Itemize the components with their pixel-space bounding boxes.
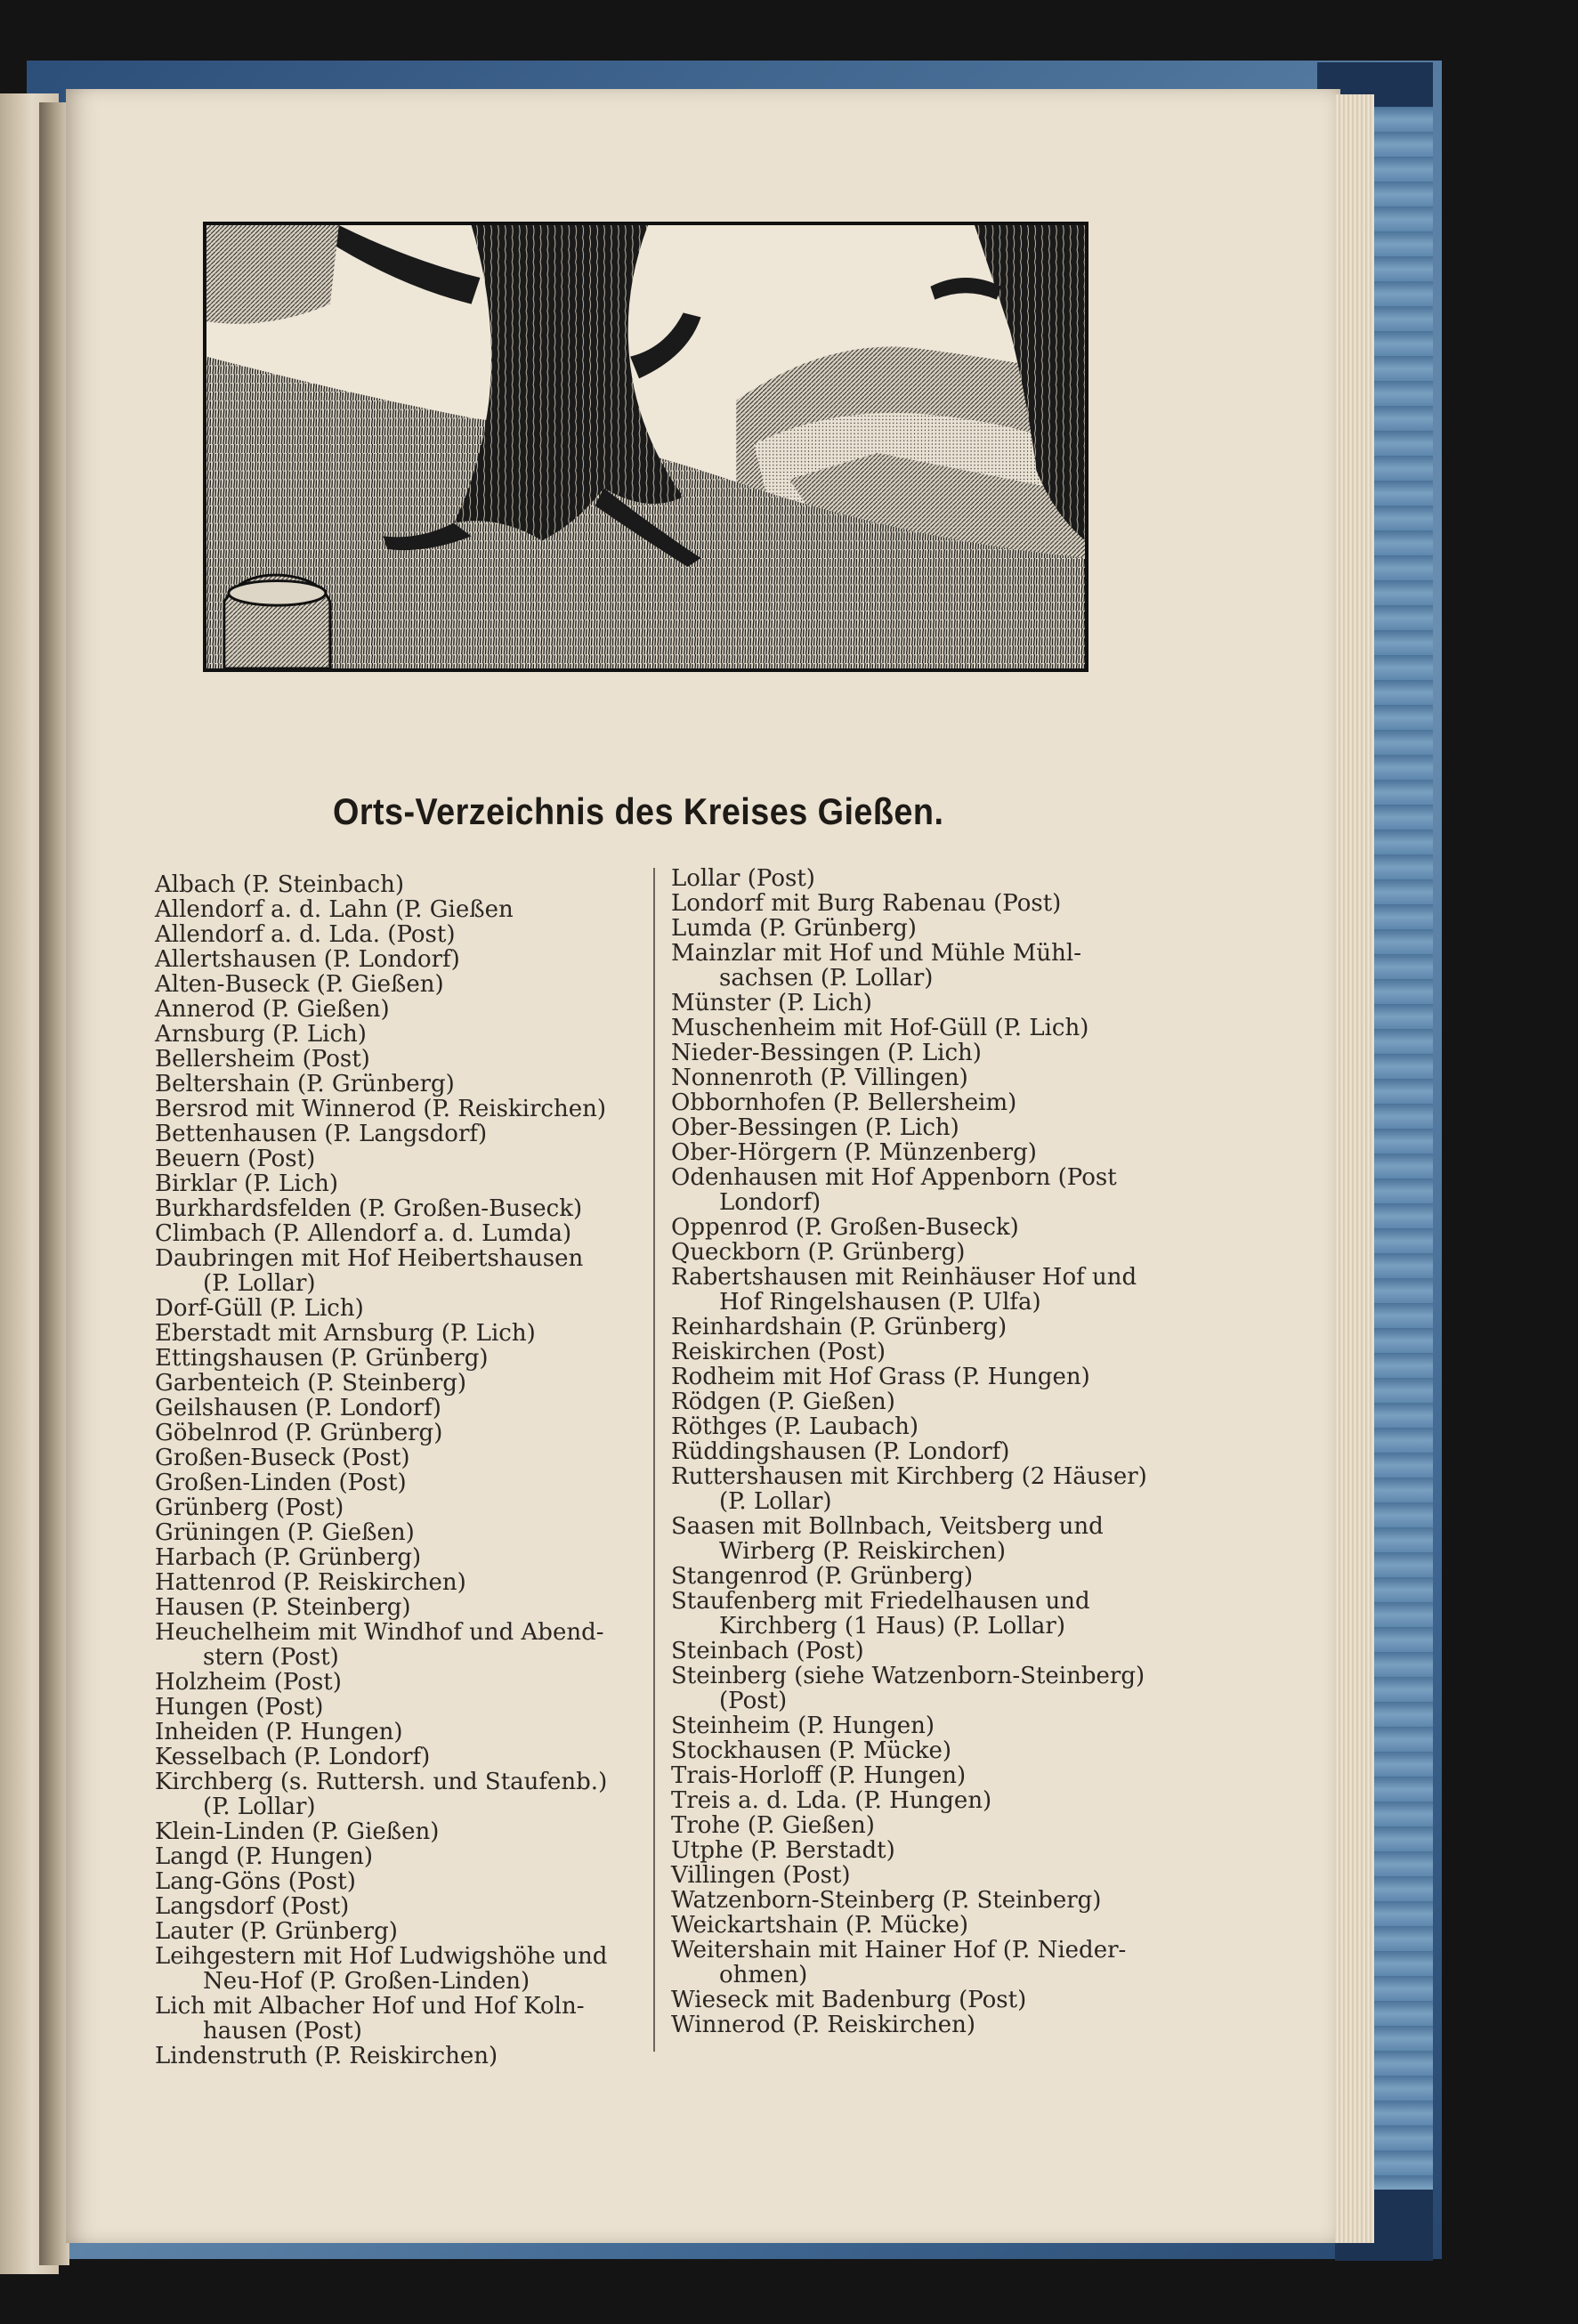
place-entry-line: Holzheim (Post) [155, 1669, 342, 1696]
place-entry-line: Mainzlar mit Hof und Mühle Mühl- [671, 940, 1081, 967]
place-entry-continuation: Londorf) [719, 1189, 821, 1216]
page-block-edge [1335, 94, 1374, 2243]
place-entry-line: Alten-Buseck (P. Gießen) [155, 971, 444, 998]
left-column [155, 872, 635, 2069]
place-entry [155, 897, 635, 922]
place-entry-line: Saasen mit Bollnbach, Veitsberg und [671, 1513, 1104, 1540]
place-entry [155, 1072, 635, 1097]
woodcut-illustration [203, 222, 1088, 672]
place-entry-line: Treis a. d. Lda. (P. Hungen) [671, 1787, 992, 1814]
place-entry-continuation: (P. Lollar) [203, 1794, 316, 1820]
place-entry [155, 1869, 635, 1894]
place-entry-line: Heuchelheim mit Windhof und Abend- [155, 1619, 604, 1646]
place-entry-line: Beuern (Post) [155, 1146, 316, 1172]
place-entry [671, 1165, 1169, 1215]
place-entry [671, 1788, 1169, 1813]
place-entry [155, 1097, 635, 1122]
place-entry-line: Garbenteich (P. Steinberg) [155, 1370, 467, 1397]
place-entry [671, 991, 1169, 1016]
place-entry-line: Lich mit Albacher Hof und Hof Koln- [155, 1993, 585, 2020]
place-entry-line: Beltershain (P. Grünberg) [155, 1071, 455, 1097]
place-entry [671, 1215, 1169, 1240]
place-entry [155, 997, 635, 1022]
place-entry-line: Burkhardsfelden (P. Großen-Buseck) [155, 1195, 583, 1222]
place-entry [671, 1364, 1169, 1389]
place-entry [155, 1371, 635, 1396]
place-entry [671, 1988, 1169, 2012]
place-entry [671, 1265, 1169, 1315]
place-entry [155, 1695, 635, 1720]
place-entry-continuation: (P. Lollar) [203, 1270, 316, 1297]
place-entry-continuation: (Post) [719, 1688, 788, 1714]
place-entry-continuation: Hof Ringelshausen (P. Ulfa) [719, 1289, 1041, 1316]
place-entry-line: Birklar (P. Lich) [155, 1170, 339, 1197]
place-entry-continuation: Kirchberg (1 Haus) (P. Lollar) [719, 1613, 1065, 1640]
place-entry-line: Steinheim (P. Hungen) [671, 1713, 935, 1739]
place-entry [155, 1769, 635, 1819]
place-entry-line: Hattenrod (P. Reiskirchen) [155, 1569, 466, 1596]
place-entry-line: Langsdorf (Post) [155, 1893, 350, 1920]
place-entry [671, 1340, 1169, 1364]
place-entry-line: Steinberg (siehe Watzenborn-Steinberg) [671, 1663, 1145, 1689]
place-entry-line: Albach (P. Steinbach) [155, 871, 405, 898]
place-entry-continuation: sachsen (P. Lollar) [719, 965, 934, 992]
place-entry-line: Göbelnrod (P. Grünberg) [155, 1420, 443, 1446]
place-entry [671, 1589, 1169, 1639]
place-entry [671, 1389, 1169, 1414]
place-entry-line: Lumda (P. Grünberg) [671, 915, 917, 942]
place-entry-line: Dorf-Güll (P. Lich) [155, 1295, 364, 1322]
place-entry [671, 1090, 1169, 1115]
place-entry-line: Geilshausen (P. Londorf) [155, 1395, 441, 1421]
place-entry-line: Rabertshausen mit Reinhäuser Hof und [671, 1264, 1137, 1291]
place-entry [155, 1022, 635, 1047]
place-entry [671, 1065, 1169, 1090]
place-entry-line: Leihgestern mit Hof Ludwigshöhe und [155, 1943, 608, 1970]
place-entry [155, 1745, 635, 1769]
place-entry-line: Ruttershausen mit Kirchberg (2 Häuser) [671, 1463, 1147, 1490]
place-entry [155, 1620, 635, 1670]
place-entry-line: Münster (P. Lich) [671, 990, 872, 1016]
place-entry [155, 1421, 635, 1445]
place-entry [671, 866, 1169, 891]
place-entry-line: Trohe (P. Gießen) [671, 1812, 875, 1839]
place-entry-line: Reiskirchen (Post) [671, 1339, 886, 1365]
place-entry-line: Staufenberg mit Friedelhausen und [671, 1588, 1090, 1615]
place-entry-line: Stangenrod (P. Grünberg) [671, 1563, 974, 1590]
place-entry [155, 1894, 635, 1919]
place-entry-line: Lollar (Post) [671, 865, 815, 892]
place-entry [155, 872, 635, 897]
place-entry [155, 1670, 635, 1695]
place-entry-line: Kirchberg (s. Ruttersh. und Staufenb.) [155, 1769, 608, 1795]
place-entry-line: Muschenheim mit Hof-Güll (P. Lich) [671, 1015, 1089, 1041]
place-entry [155, 1196, 635, 1221]
place-entry [671, 1315, 1169, 1340]
place-entry [671, 1838, 1169, 1863]
place-entry [155, 1445, 635, 1470]
place-entry [155, 1171, 635, 1196]
place-entry [155, 1720, 635, 1745]
place-entry [671, 1439, 1169, 1464]
place-entry-line: Obbornhofen (P. Bellersheim) [671, 1089, 1017, 1116]
place-entry [155, 1919, 635, 1944]
place-entry-line: Allertshausen (P. Londorf) [155, 946, 460, 973]
place-entry-line: Langd (P. Hungen) [155, 1843, 374, 1870]
place-entry [671, 1938, 1169, 1988]
place-entry [671, 1639, 1169, 1664]
place-entry-line: Ettingshausen (P. Grünberg) [155, 1345, 489, 1372]
place-entry [671, 916, 1169, 941]
place-entry [671, 1464, 1169, 1514]
place-entry-line: Winnerod (P. Reiskirchen) [671, 2012, 976, 2038]
place-entry-line: Eberstadt mit Arnsburg (P. Lich) [155, 1320, 536, 1347]
place-entry [155, 1570, 635, 1595]
place-entry-line: Ober-Bessingen (P. Lich) [671, 1114, 959, 1141]
place-entry-line: Rödgen (P. Gießen) [671, 1389, 895, 1415]
place-entry-line: Bersrod mit Winnerod (P. Reiskirchen) [155, 1096, 606, 1122]
place-entry [155, 1520, 635, 1545]
place-entry-line: Odenhausen mit Hof Appenborn (Post [671, 1164, 1117, 1191]
place-entry-line: Bellersheim (Post) [155, 1046, 370, 1073]
place-entry [155, 1047, 635, 1072]
place-entry [155, 1396, 635, 1421]
place-entry-line: Großen-Linden (Post) [155, 1470, 407, 1496]
place-entry [671, 1738, 1169, 1763]
place-entry-line: Rodheim mit Hof Grass (P. Hungen) [671, 1364, 1090, 1390]
place-entry [155, 1994, 635, 2044]
place-entry-line: Lauter (P. Grünberg) [155, 1918, 398, 1945]
place-entry-line: Stockhausen (P. Mücke) [671, 1737, 952, 1764]
place-entry-line: Weickartshain (P. Mücke) [671, 1912, 969, 1939]
place-entry-line: Lang-Göns (Post) [155, 1868, 356, 1895]
place-entry [155, 1595, 635, 1620]
place-entry-line: Utphe (P. Berstadt) [671, 1837, 895, 1864]
place-entry [155, 2044, 635, 2069]
place-entry-line: Climbach (P. Allendorf a. d. Lumda) [155, 1220, 572, 1247]
place-entry-line: Villingen (Post) [671, 1862, 851, 1889]
place-entry [671, 1115, 1169, 1140]
place-entry [671, 1863, 1169, 1888]
place-entry-continuation: Neu-Hof (P. Großen-Linden) [203, 1968, 530, 1995]
place-entry-continuation: hausen (Post) [203, 2018, 362, 2045]
place-entry [155, 1844, 635, 1869]
place-entry-line: Trais-Horloff (P. Hungen) [671, 1762, 967, 1789]
place-entry [671, 1041, 1169, 1065]
place-entry-line: Ober-Hörgern (P. Münzenberg) [671, 1139, 1037, 1166]
place-entry-line: Weitershain mit Hainer Hof (P. Nieder- [671, 1937, 1127, 1964]
place-entry [671, 1414, 1169, 1439]
place-entry-line: Hausen (P. Steinberg) [155, 1594, 411, 1621]
place-entry [155, 1321, 635, 1346]
place-entry-line: Steinbach (Post) [671, 1638, 864, 1664]
column-divider [653, 868, 655, 2052]
place-entry-line: Nieder-Bessingen (P. Lich) [671, 1040, 982, 1066]
place-entry [155, 1122, 635, 1146]
place-entry-line: Daubringen mit Hof Heibertshausen [155, 1245, 584, 1272]
place-entry [671, 891, 1169, 916]
place-entry [155, 1246, 635, 1296]
place-entry [155, 922, 635, 947]
place-entry-line: Arnsburg (P. Lich) [155, 1021, 367, 1048]
place-entry-line: Watzenborn-Steinberg (P. Steinberg) [671, 1887, 1102, 1914]
place-entry-line: Allendorf a. d. Lahn (P. Gießen [155, 896, 514, 923]
place-entry-line: Inheiden (P. Hungen) [155, 1719, 403, 1745]
place-entry-continuation: (P. Lollar) [719, 1488, 832, 1515]
place-entry [671, 1664, 1169, 1713]
place-entry [155, 947, 635, 972]
place-entry [671, 2012, 1169, 2037]
place-entry [155, 1296, 635, 1321]
place-entry-line: Annerod (P. Gießen) [155, 996, 390, 1023]
place-entry [671, 1564, 1169, 1589]
place-entry-line: Grüningen (P. Gießen) [155, 1519, 415, 1546]
place-entry-continuation: stern (Post) [203, 1644, 339, 1671]
place-entry-line: Wieseck mit Badenburg (Post) [671, 1987, 1027, 2013]
place-entry-continuation: ohmen) [719, 1962, 808, 1988]
page-title: Orts-Verzeichnis des Kreises Gießen. [333, 790, 944, 832]
place-entry-line: Großen-Buseck (Post) [155, 1445, 410, 1471]
place-entry [671, 1140, 1169, 1165]
place-entry [155, 1346, 635, 1371]
place-entry [155, 1944, 635, 1994]
place-entry [155, 1819, 635, 1844]
place-entry [671, 1713, 1169, 1738]
place-entry [671, 1240, 1169, 1265]
place-entry [671, 1913, 1169, 1938]
cover-edge [1371, 89, 1433, 2225]
place-entry-line: Oppenrod (P. Großen-Buseck) [671, 1214, 1019, 1241]
place-entry-line: Grünberg (Post) [155, 1494, 344, 1521]
place-entry [671, 1763, 1169, 1788]
place-entry-line: Harbach (P. Grünberg) [155, 1544, 422, 1571]
place-entry [671, 1813, 1169, 1838]
place-entry-line: Reinhardshain (P. Grünberg) [671, 1314, 1007, 1340]
right-column [671, 866, 1169, 2037]
place-entry-line: Rüddingshausen (P. Londorf) [671, 1438, 1010, 1465]
place-entry-line: Londorf mit Burg Rabenau (Post) [671, 890, 1062, 917]
place-entry [671, 941, 1169, 991]
place-entry [155, 1545, 635, 1570]
place-entry-continuation: Wirberg (P. Reiskirchen) [719, 1538, 1006, 1565]
place-entry-line: Nonnenroth (P. Villingen) [671, 1065, 968, 1091]
place-entry-line: Röthges (P. Laubach) [671, 1413, 919, 1440]
place-entry-line: Klein-Linden (P. Gießen) [155, 1818, 440, 1845]
place-entry [671, 1016, 1169, 1041]
place-entry-line: Queckborn (P. Grünberg) [671, 1239, 966, 1266]
place-entry-line: Lindenstruth (P. Reiskirchen) [155, 2043, 498, 2069]
place-entry [671, 1888, 1169, 1913]
place-entry [155, 1470, 635, 1495]
place-entry-line: Kesselbach (P. Londorf) [155, 1744, 431, 1770]
place-entry-line: Allendorf a. d. Lda. (Post) [155, 921, 456, 948]
place-entry [155, 972, 635, 997]
place-entry [671, 1514, 1169, 1564]
place-entry [155, 1146, 635, 1171]
book-gutter [39, 102, 69, 2265]
place-entry-line: Bettenhausen (P. Langsdorf) [155, 1121, 488, 1147]
place-entry [155, 1221, 635, 1246]
place-entry-line: Hungen (Post) [155, 1694, 324, 1721]
place-entry [155, 1495, 635, 1520]
